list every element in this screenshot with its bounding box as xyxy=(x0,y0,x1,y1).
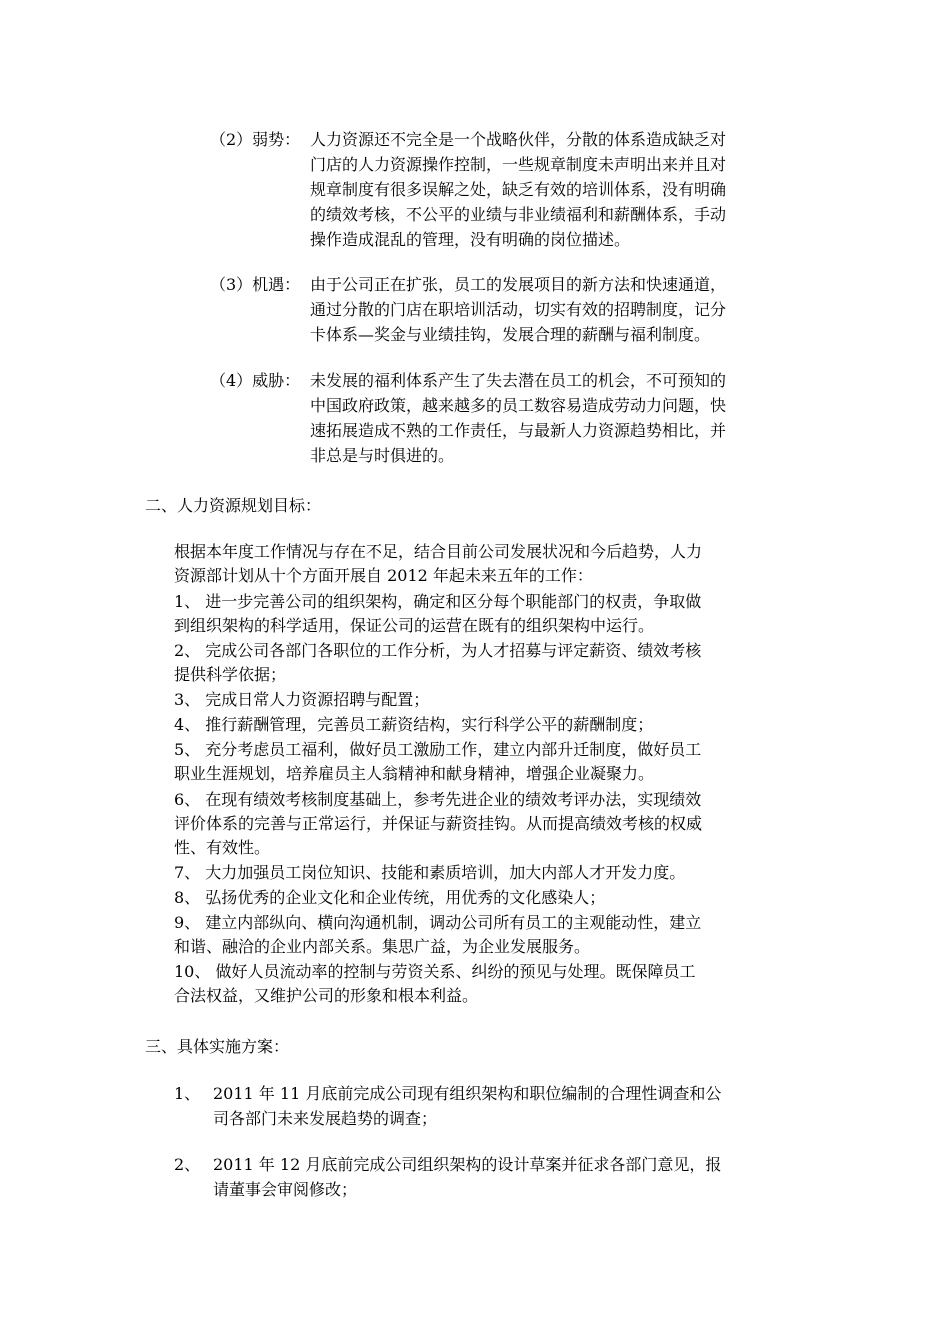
section-heading: 二、人力资源规划目标： xyxy=(145,496,322,515)
text-line: 操作造成混乱的管理，没有明确的岗位描述。 xyxy=(310,230,631,249)
list-item-line: 职业生涯规划，培养雇员主人翁精神和献身精神，增强企业凝聚力。 xyxy=(174,764,655,783)
list-item-line: 4、 推行薪酬管理，完善员工薪资结构，实行科学公平的薪酬制度； xyxy=(174,715,654,734)
list-item-line: 性、有效性。 xyxy=(174,838,271,857)
list-item-line: 司各部门未来发展趋势的调查； xyxy=(213,1109,438,1128)
list-item-number: 1、 xyxy=(174,1084,201,1103)
list-item-line: 评价体系的完善与正常运行，并保证与薪资挂钩。从而提高绩效考核的权威 xyxy=(174,814,703,833)
list-item-line: 2011 年 12 月底前完成公司组织架构的设计草案并征求各部门意见，报 xyxy=(213,1155,722,1174)
text-line: 规章制度有很多误解之处，缺乏有效的培训体系，没有明确 xyxy=(310,180,727,199)
list-item-number: 2、 xyxy=(174,1155,201,1174)
section-heading: 三、具体实施方案： xyxy=(145,1037,290,1056)
list-item-line: 2011 年 11 月底前完成公司现有组织架构和职位编制的合理性调查和公 xyxy=(213,1084,722,1103)
list-item-line: 和谐、融洽的企业内部关系。集思广益，为企业发展服务。 xyxy=(174,937,591,956)
text-line: 非总是与时俱进的。 xyxy=(310,446,455,465)
swot-label: （4）威胁： xyxy=(210,371,301,390)
list-item-line: 6、 在现有绩效考核制度基础上，参考先进企业的绩效考评办法，实现绩效 xyxy=(174,790,702,809)
text-line: 的绩效考核，不公平的业绩与非业绩福利和薪酬体系，手动 xyxy=(310,205,727,224)
swot-label: （2）弱势： xyxy=(210,130,301,149)
list-item-line: 7、 大力加强员工岗位知识、技能和素质培训，加大内部人才开发力度。 xyxy=(174,863,686,882)
text-line: 中国政府政策，越来越多的员工数容易造成劳动力问题，快 xyxy=(310,396,727,415)
swot-label: （3）机遇： xyxy=(210,275,301,294)
list-item-line: 提供科学依据； xyxy=(174,665,287,684)
text-line: 由于公司正在扩张，员工的发展项目的新方法和快速通道， xyxy=(310,275,727,294)
list-item-line: 2、 完成公司各部门各职位的工作分析，为人才招募与评定薪资、绩效考核 xyxy=(174,641,702,660)
text-line: 卡体系—奖金与业绩挂钩，发展合理的薪酬与福利制度。 xyxy=(310,325,711,344)
list-item-line: 9、 建立内部纵向、横向沟通机制，调动公司所有员工的主观能动性，建立 xyxy=(174,913,702,932)
text-line: 通过分散的门店在职培训活动，切实有效的招聘制度，记分 xyxy=(310,300,727,319)
list-item-line: 5、 充分考虑员工福利，做好员工激励工作，建立内部升迁制度，做好员工 xyxy=(174,740,702,759)
list-item-line: 到组织架构的科学适用，保证公司的运营在既有的组织架构中运行。 xyxy=(174,616,655,635)
list-item-line: 请董事会审阅修改； xyxy=(213,1180,358,1199)
list-item-line: 3、 完成日常人力资源招聘与配置； xyxy=(174,690,430,709)
text-line: 门店的人力资源操作控制，一些规章制度未声明出来并且对 xyxy=(310,155,727,174)
list-item-line: 合法权益，又维护公司的形象和根本利益。 xyxy=(174,986,479,1005)
list-item-line: 8、 弘扬优秀的企业文化和企业传统，用优秀的文化感染人； xyxy=(174,888,606,907)
text-line: 资源部计划从十个方面开展自 2012 年起未来五年的工作： xyxy=(174,566,593,585)
list-item-line: 10、 做好人员流动率的控制与劳资关系、纠纷的预见与处理。既保障员工 xyxy=(174,962,696,981)
text-line: 速拓展造成不熟的工作责任，与最新人力资源趋势相比，并 xyxy=(310,421,727,440)
list-item-line: 1、 进一步完善公司的组织架构，确定和区分每个职能部门的权责，争取做 xyxy=(174,592,702,611)
text-line: 未发展的福利体系产生了失去潜在员工的机会，不可预知的 xyxy=(310,371,727,390)
text-line: 根据本年度工作情况与存在不足，结合目前公司发展状况和今后趋势，人力 xyxy=(174,542,703,561)
text-line: 人力资源还不完全是一个战略伙伴，分散的体系造成缺乏对 xyxy=(310,130,727,149)
